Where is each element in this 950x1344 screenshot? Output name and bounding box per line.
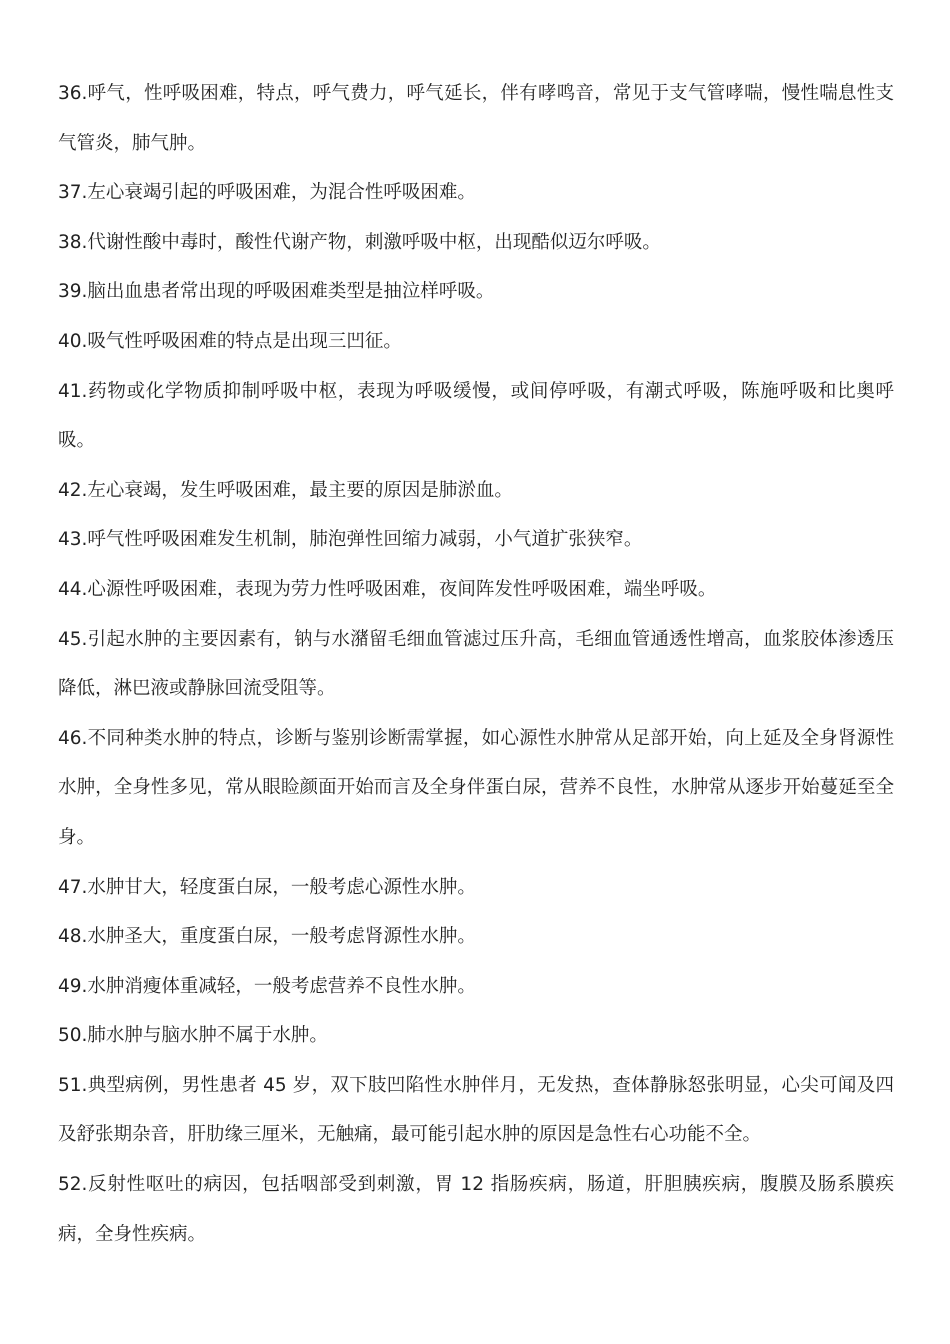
- list-item: 49.水肿消瘦体重减轻，一般考虑营养不良性水肿。: [58, 975, 476, 997]
- list-item: 43.呼气性呼吸困难发生机制，肺泡弹性回缩力减弱，小气道扩张狭窄。: [58, 529, 643, 551]
- list-item: 36.呼气，性呼吸困难，特点，呼气费力，呼气延长，伴有哮鸣音，常见于支气管哮喘，慢性喘息性支气管炎，肺气肿。: [58, 83, 894, 154]
- list-item: 42.左心衰竭，发生呼吸困难，最主要的原因是肺淤血。: [58, 479, 513, 501]
- list-item: 47.水肿甘大，轻度蛋白尿，一般考虑心源性水肿。: [58, 876, 476, 898]
- list-item: 39.脑出血患者常出现的呼吸困难类型是抽泣样呼吸。: [58, 281, 495, 303]
- list-item: 48.水肿圣大，重度蛋白尿，一般考虑肾源性水肿。: [58, 926, 476, 948]
- document-page: [58, 69, 894, 1259]
- list-item: 45.引起水肿的主要因素有，钠与水潴留毛细血管滤过压升高，毛细血管通透性增高，血浆胶体渗透压降低，淋巴液或静脉回流受阻等。: [58, 628, 894, 700]
- list-item: 52.反射性呕吐的病因，包括咽部受到刺激，胃 12 指肠疾病，肠道，肝胆胰疾病，腹膜及肠系膜疾病，全身性疾病。: [58, 1174, 894, 1245]
- list-item: 37.左心衰竭引起的呼吸困难，为混合性呼吸困难。: [58, 182, 476, 204]
- list-item: 51.典型病例，男性患者 45 岁，双下肢凹陷性水肿伴月，无发热，查体静脉怒张明显，心尖可闻及四及舒张期杂音，肝肋缘三厘米，无触痛，最可能引起水肿的原因是急性右心功能不全。: [58, 1074, 894, 1146]
- list-item: 50.肺水肿与脑水肿不属于水肿。: [58, 1025, 328, 1047]
- list-item: 38.代谢性酸中毒时，酸性代谢产物，刺激呼吸中枢，出现酷似迈尔呼吸。: [58, 231, 661, 253]
- list-item: 44.心源性呼吸困难，表现为劳力性呼吸困难，夜间阵发性呼吸困难，端坐呼吸。: [58, 578, 717, 600]
- list-item: 46.不同种类水肿的特点，诊断与鉴别诊断需掌握，如心源性水肿常从足部开始，向上延及全身肾源性水肿，全身性多见，常从眼睑颜面开始而言及全身伴蛋白尿，营养不良性，水肿常从逐步开始蔓延至全身。: [58, 727, 894, 848]
- list-item: 41.药物或化学物质抑制呼吸中枢，表现为呼吸缓慢，或间停呼吸，有潮式呼吸，陈施呼吸和比奥呼吸。: [58, 380, 894, 452]
- list-item: 40.吸气性呼吸困难的特点是出现三凹征。: [58, 330, 402, 352]
